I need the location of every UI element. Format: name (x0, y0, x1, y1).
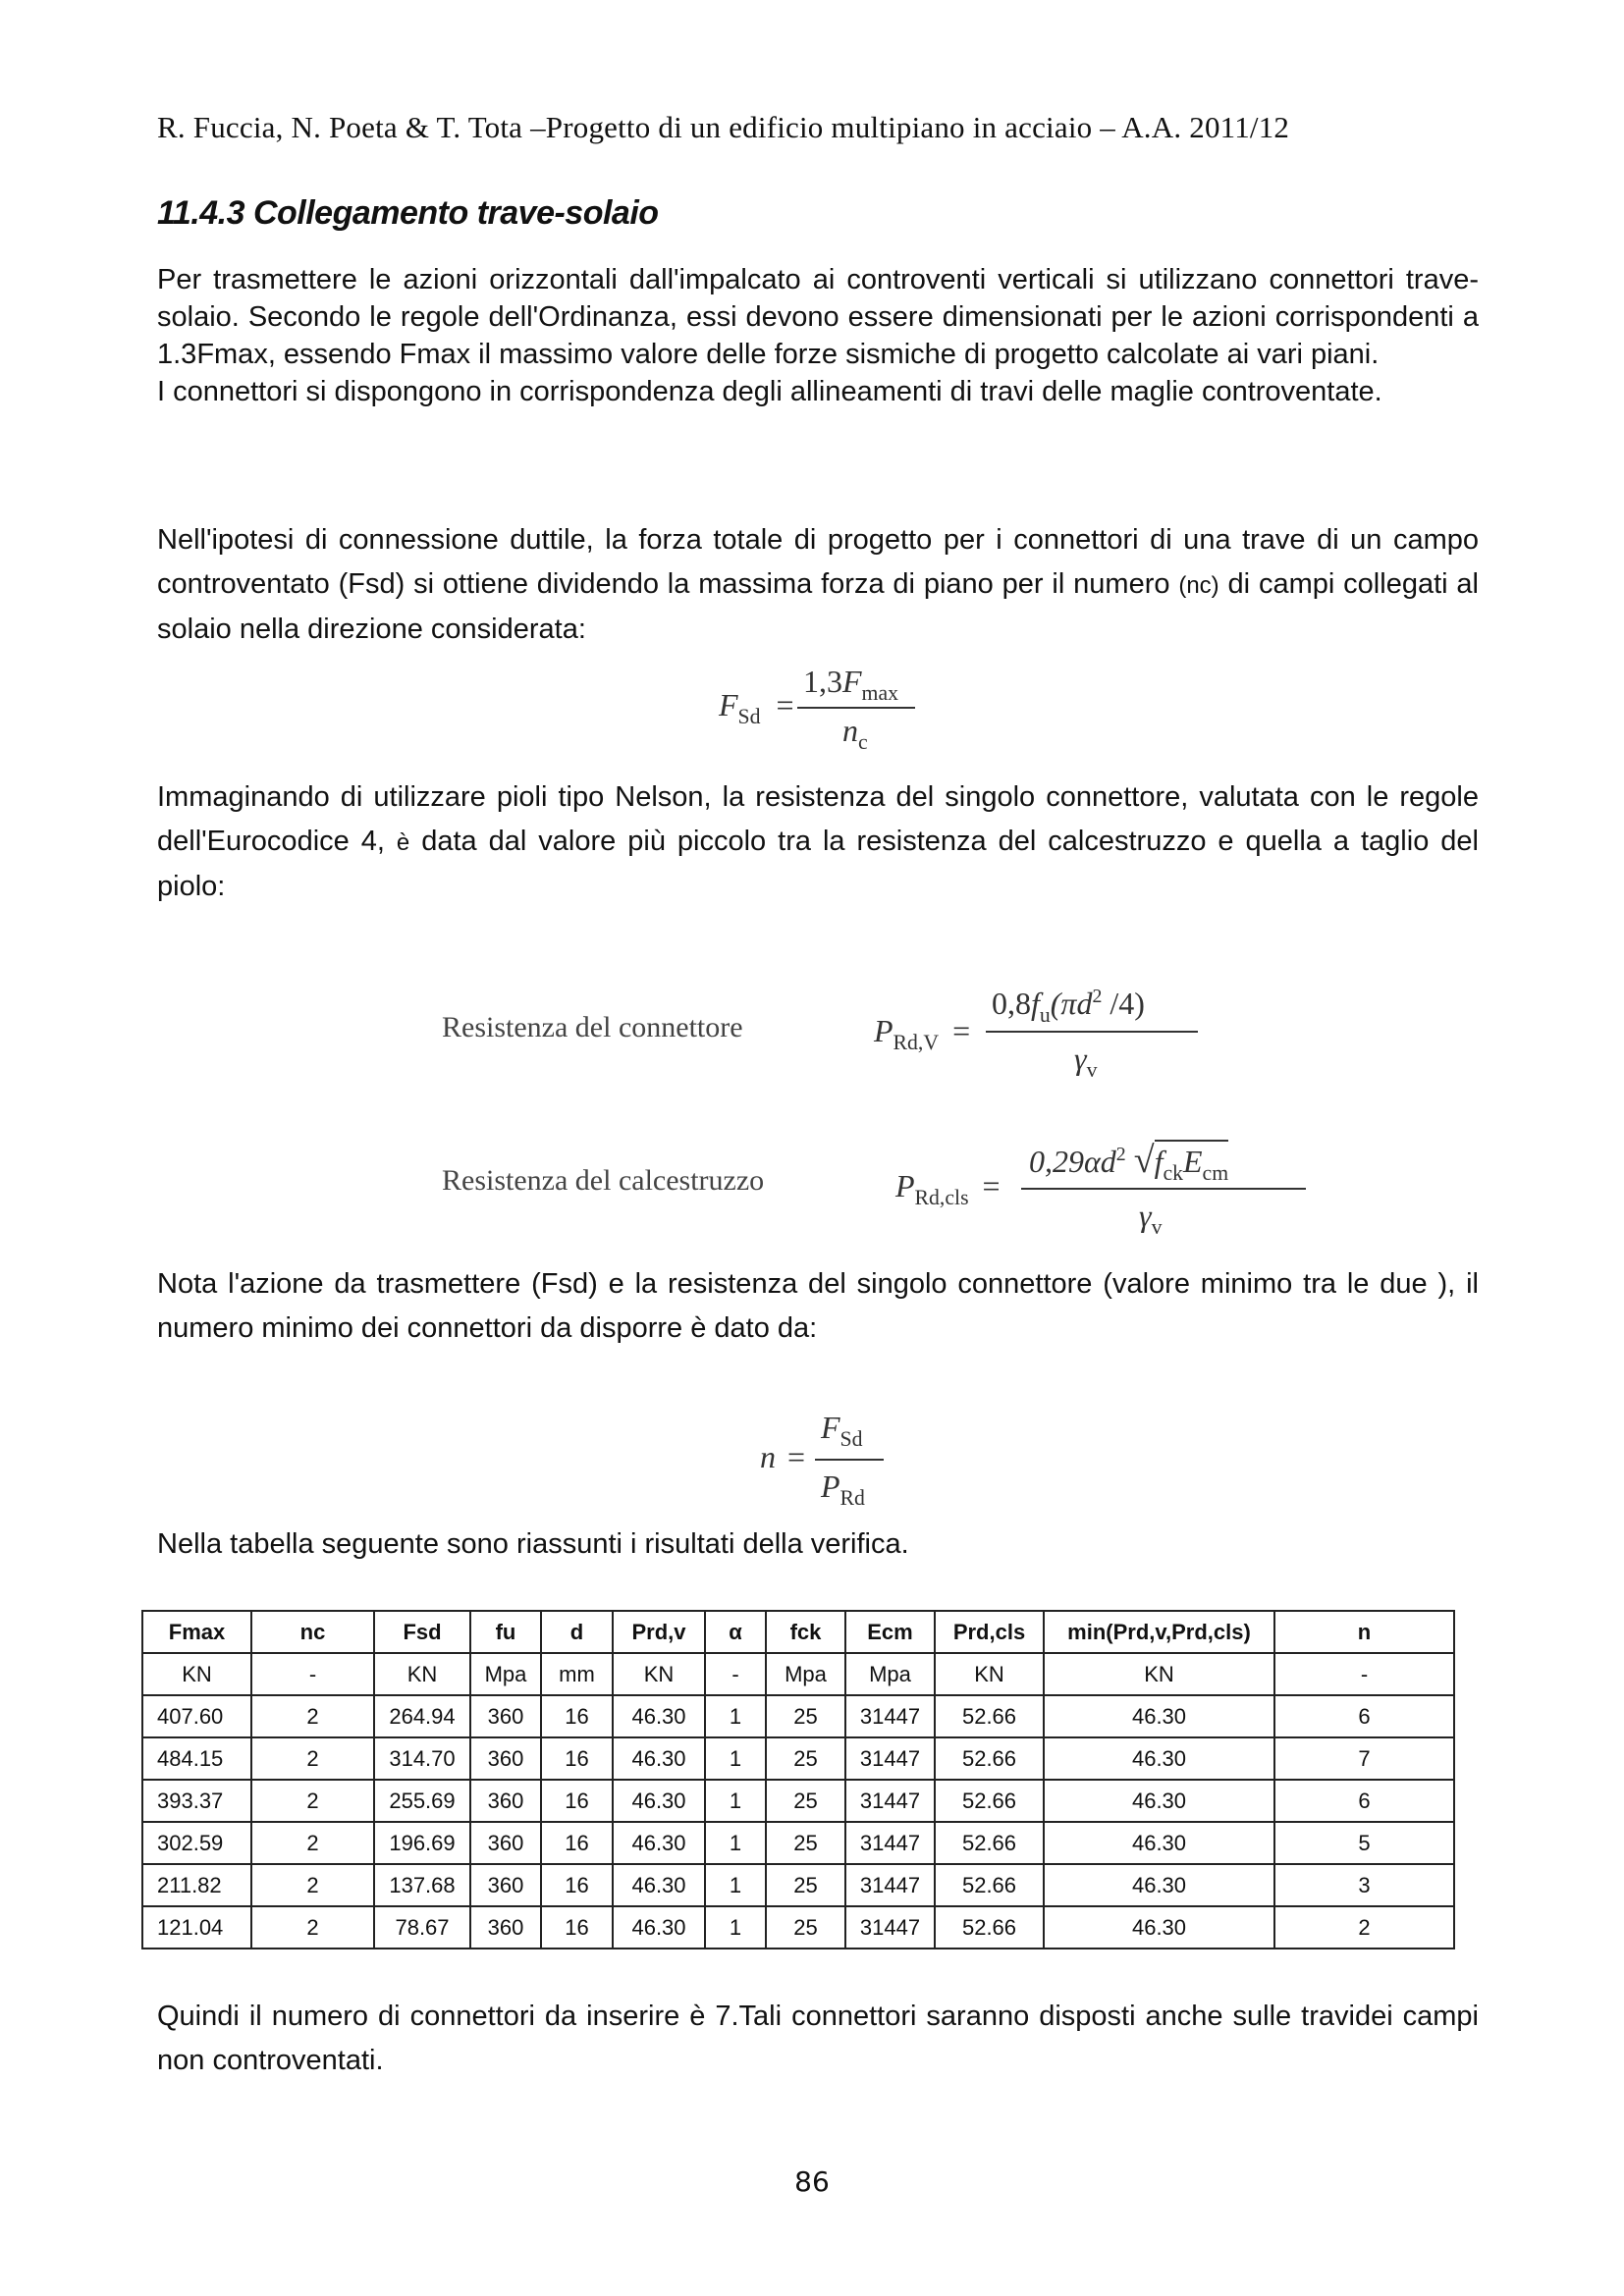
table-cell: 16 (541, 1695, 613, 1737)
paragraph-intro-text: Per trasmettere le azioni orizzontali dall'impalcato ai controventi verticali si utilizzano connettori trave-solaio. Secondo le regole dell'Ordinanza, essi devono essere dimensionati per le azioni corrispondenti a 1.3Fmax, essendo Fmax il massimo valore delle forze sismiche di progetto calcolate ai vari piani. (157, 264, 1479, 370)
table-row (142, 1906, 1454, 1949)
table-cell: 121.04 (142, 1906, 251, 1949)
table-cell: 25 (766, 1864, 845, 1906)
table-cell: 52.66 (935, 1695, 1044, 1737)
table-header-row (142, 1611, 1454, 1653)
equation-fsd-lhs: $F_{Sd}$ = (719, 687, 794, 728)
table-cell: 46.30 (613, 1737, 705, 1780)
table-row (142, 1780, 1454, 1822)
paragraph-fsd-text-b: di campi collegati al solaio nella direzione considerata: (157, 568, 1479, 645)
table-cell: 2 (1274, 1906, 1454, 1949)
table-cell: 31447 (845, 1780, 935, 1822)
table-units-row (142, 1653, 1454, 1695)
equation-n-denominator: $P_{Rd}$ (821, 1468, 865, 1510)
table-cell: 360 (470, 1906, 541, 1949)
paragraph-fsd (157, 518, 1479, 652)
paragraph-fsd-text-a: Nell'ipotesi di connessione duttile, la forza totale di progetto per i connettori di una trave di un campo controventato (Fsd) si ottiene dividendo la massima forza di piano per il numero (157, 524, 1479, 600)
table-header-cell: Prd,cls (935, 1611, 1044, 1653)
table-cell: 16 (541, 1737, 613, 1780)
paragraph-nelson-text-b: data dal valore più piccolo tra la resistenza del calcestruzzo e quella a taglio del piolo: (157, 826, 1479, 902)
table-cell: 2 (251, 1906, 374, 1949)
equation-prdv-denominator: $\gamma_v$ (1074, 1041, 1098, 1082)
table-row (142, 1822, 1454, 1864)
equation-prdv-numerator: $0,8f_u(\pi d^2$ /4) (992, 986, 1145, 1027)
table-cell: 46.30 (1044, 1737, 1274, 1780)
table-header-cell: Fmax (142, 1611, 251, 1653)
table-header-cell: min(Prd,v,Prd,cls) (1044, 1611, 1274, 1653)
table-cell: 31447 (845, 1822, 935, 1864)
paragraph-nelson-text-a: Immaginando di utilizzare pioli tipo Nelson, la resistenza del singolo connettore, valutata con le regole dell'Eurocodice 4, (157, 781, 1479, 857)
table-cell: 360 (470, 1780, 541, 1822)
table-cell: 52.66 (935, 1737, 1044, 1780)
table-cell: 264.94 (374, 1695, 470, 1737)
table-header-cell: d (541, 1611, 613, 1653)
equation-prdcls-numerator: $0,29\alpha d^2$ $√f_{ck}E_{cm}$ (1029, 1140, 1229, 1185)
table-cell: 52.66 (935, 1780, 1044, 1822)
equation-prdv-fraction-line (986, 1031, 1198, 1033)
table-cell: 1 (705, 1864, 766, 1906)
table-cell: 302.59 (142, 1822, 251, 1864)
paragraph-conclusion: Quindi il numero di connettori da inserire è 7.Tali connettori saranno disposti anche sulle travidei campi non controventati. (157, 2001, 1479, 2076)
table-cell: 196.69 (374, 1822, 470, 1864)
equation-n-lhs: n = (760, 1439, 806, 1474)
table-cell: 407.60 (142, 1695, 251, 1737)
results-table (141, 1610, 1455, 1949)
table-cell: 16 (541, 1864, 613, 1906)
table-cell: KN (1044, 1653, 1274, 1695)
equation-prdcls-lhs: $P_{Rd,cls}$ = (895, 1168, 1001, 1209)
table-cell: 25 (766, 1695, 845, 1737)
table-cell: 46.30 (613, 1906, 705, 1949)
table-cell: 25 (766, 1906, 845, 1949)
table-header-cell: n (1274, 1611, 1454, 1653)
table-header-cell: Prd,v (613, 1611, 705, 1653)
table-cell: 31447 (845, 1695, 935, 1737)
table-cell: 78.67 (374, 1906, 470, 1949)
table-cell: mm (541, 1653, 613, 1695)
table-cell: 52.66 (935, 1906, 1044, 1949)
table-header-cell: fck (766, 1611, 845, 1653)
table-cell: Mpa (766, 1653, 845, 1695)
equation-n-fraction-line (815, 1459, 884, 1461)
equation-prdv-label: Resistenza del connettore (442, 1011, 743, 1043)
table-cell: 137.68 (374, 1864, 470, 1906)
table-cell: 360 (470, 1864, 541, 1906)
table-cell: - (251, 1653, 374, 1695)
table-cell: 46.30 (1044, 1864, 1274, 1906)
running-header: R. Fuccia, N. Poeta & T. Tota –Progetto di un edificio multipiano in acciaio – A.A. 2011/12 (157, 110, 1290, 144)
table-cell: 46.30 (1044, 1780, 1274, 1822)
table-row (142, 1864, 1454, 1906)
table-cell: 46.30 (1044, 1695, 1274, 1737)
results-table-head (142, 1611, 1454, 1653)
table-cell: 3 (1274, 1864, 1454, 1906)
table-cell: Mpa (470, 1653, 541, 1695)
equation-prdv-lhs: $P_{Rd,V}$ = (874, 1013, 971, 1054)
table-cell: 46.30 (613, 1695, 705, 1737)
table-row (142, 1737, 1454, 1780)
table-cell: 46.30 (613, 1780, 705, 1822)
table-cell: 52.66 (935, 1864, 1044, 1906)
table-cell: 2 (251, 1780, 374, 1822)
table-cell: 6 (1274, 1780, 1454, 1822)
table-cell: 31447 (845, 1737, 935, 1780)
equation-prdcls-label: Resistenza del calcestruzzo (442, 1164, 765, 1197)
table-cell: 25 (766, 1780, 845, 1822)
table-cell: 46.30 (1044, 1906, 1274, 1949)
table-cell: 1 (705, 1695, 766, 1737)
table-cell: KN (142, 1653, 251, 1695)
table-cell: KN (935, 1653, 1044, 1695)
paragraph-nelson (157, 775, 1479, 909)
table-cell: 1 (705, 1906, 766, 1949)
table-header-cell: Ecm (845, 1611, 935, 1653)
table-cell: KN (613, 1653, 705, 1695)
table-cell: 1 (705, 1737, 766, 1780)
table-cell: 46.30 (613, 1822, 705, 1864)
table-cell: 46.30 (1044, 1822, 1274, 1864)
table-cell: 360 (470, 1737, 541, 1780)
table-cell: 255.69 (374, 1780, 470, 1822)
table-cell: 211.82 (142, 1864, 251, 1906)
page-number: 86 (794, 2165, 830, 2198)
table-cell: 1 (705, 1780, 766, 1822)
table-cell: 2 (251, 1695, 374, 1737)
table-cell: 46.30 (613, 1864, 705, 1906)
table-cell: 314.70 (374, 1737, 470, 1780)
section-title: 11.4.3 Collegamento trave-solaio (157, 194, 659, 232)
table-row (142, 1695, 1454, 1737)
table-cell: KN (374, 1653, 470, 1695)
table-cell: 393.37 (142, 1780, 251, 1822)
equation-fsd-denominator: $n_c$ (842, 713, 868, 754)
table-header-cell: α (705, 1611, 766, 1653)
paragraph-nota: Nota l'azione da trasmettere (Fsd) e la resistenza del singolo connettore (valore minimo tra le due ), il numero minimo dei connettori da disporre è dato da: (157, 1268, 1479, 1344)
table-cell: 5 (1274, 1822, 1454, 1864)
table-cell: 52.66 (935, 1822, 1044, 1864)
paragraph-fsd-nc: (nc) (1178, 572, 1219, 599)
table-cell: 360 (470, 1822, 541, 1864)
table-cell: 25 (766, 1737, 845, 1780)
table-cell: 2 (251, 1864, 374, 1906)
table-header-cell: fu (470, 1611, 541, 1653)
table-cell: 7 (1274, 1737, 1454, 1780)
table-cell: 31447 (845, 1906, 935, 1949)
table-cell: 16 (541, 1906, 613, 1949)
table-cell: 6 (1274, 1695, 1454, 1737)
table-cell: - (705, 1653, 766, 1695)
paragraph-intro-text-2: I connettori si dispongono in corrispondenza degli allineamenti di travi delle maglie controventate. (157, 376, 1382, 407)
table-cell: 484.15 (142, 1737, 251, 1780)
table-cell: 2 (251, 1737, 374, 1780)
paragraph-table-intro: Nella tabella seguente sono riassunti i risultati della verifica. (157, 1528, 909, 1560)
equation-n-numerator: $F_{Sd}$ (821, 1410, 863, 1451)
paragraph-intro (157, 261, 1479, 410)
table-cell: - (1274, 1653, 1454, 1695)
table-cell: 1 (705, 1822, 766, 1864)
table-cell: 31447 (845, 1864, 935, 1906)
table-cell: 16 (541, 1822, 613, 1864)
table-header-cell: Fsd (374, 1611, 470, 1653)
equation-fsd-fraction-line (797, 707, 915, 709)
table-cell: 16 (541, 1780, 613, 1822)
paragraph-nelson-e: è (396, 829, 410, 856)
table-header-cell: nc (251, 1611, 374, 1653)
table-cell: 360 (470, 1695, 541, 1737)
equation-fsd-numerator: $1,3F_{max}$ (803, 664, 898, 705)
table-cell: Mpa (845, 1653, 935, 1695)
table-cell: 25 (766, 1822, 845, 1864)
equation-prdcls-denominator: $\gamma_v$ (1139, 1198, 1163, 1239)
equation-prdcls-fraction-line (1021, 1188, 1306, 1190)
table-cell: 2 (251, 1822, 374, 1864)
